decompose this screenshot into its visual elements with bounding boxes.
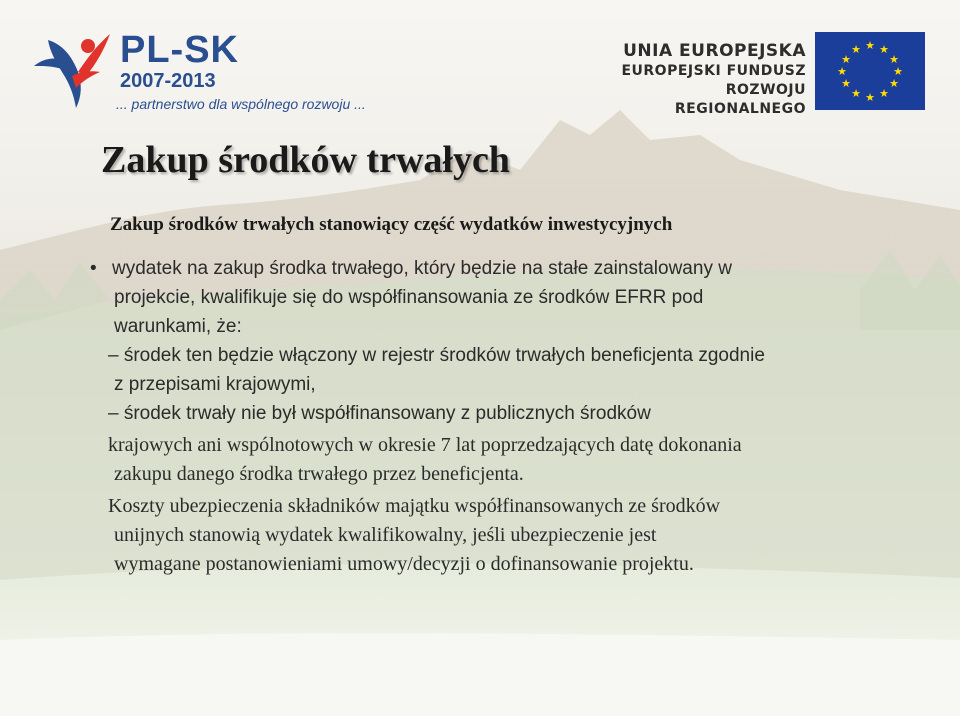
svg-text:★: ★: [879, 87, 889, 100]
eu-union-text: UNIA EUROPEJSKA: [623, 41, 806, 61]
svg-text:★: ★: [837, 65, 847, 78]
svg-text:★: ★: [889, 53, 899, 66]
eu-fund-text: EUROPEJSKI FUNDUSZ: [621, 63, 806, 79]
condition-2-line-1: – środek trwały nie był współfinansowany z publicznych środków: [108, 403, 651, 424]
pl-sk-logo: [28, 22, 366, 122]
bullet-text-1: wydatek na zakup środka trwałego, który będzie na stałe zainstalowany w: [112, 258, 732, 279]
svg-text:★: ★: [851, 87, 861, 100]
svg-text:★: ★: [889, 77, 899, 90]
bullet-line-2: projekcie, kwalifikuje się do współfinansowania ze środków EFRR pod: [114, 287, 704, 308]
bullet-line-1: [90, 254, 920, 283]
svg-text:★: ★: [893, 65, 903, 78]
svg-text:★: ★: [879, 43, 889, 56]
insurance-line-2: unijnych stanowią wydatek kwalifikowalny, jeśli ubezpieczenie jest: [114, 524, 657, 546]
condition-1-line-1: – środek ten będzie włączony w rejestr środków trwałych beneficjenta zgodnie: [108, 345, 765, 366]
eu-label: [596, 40, 806, 119]
logo-years: 2007-2013: [120, 70, 216, 92]
main-text: [90, 254, 920, 579]
svg-text:★: ★: [841, 77, 851, 90]
eu-fund-text-2: ROZWOJU REGIONALNEGO: [674, 82, 806, 117]
bullet-line-3: warunkami, że:: [114, 316, 242, 337]
svg-text:★: ★: [851, 43, 861, 56]
logo-slogan: ... partnerstwo dla wspólnego rozwoju ...: [116, 96, 366, 112]
condition-2-cont-1: krajowych ani wspólnotowych w okresie 7 lat poprzedzających datę dokonania: [108, 434, 742, 456]
insurance-line-3: wymagane postanowieniami umowy/decyzji o dofinansowanie projektu.: [114, 553, 694, 575]
page-title: Zakup środków trwałych: [101, 139, 510, 181]
pl-sk-emblem-icon: [28, 26, 114, 116]
svg-text:★: ★: [841, 53, 851, 66]
svg-text:★: ★: [865, 91, 875, 104]
eu-flag-icon: [815, 32, 925, 110]
condition-1-line-2: z przepisami krajowymi,: [114, 374, 316, 395]
insurance-line-1: Koszty ubezpieczenia składników majątku współfinansowanych ze środków: [108, 495, 721, 517]
condition-2-cont-2: zakupu danego środka trwałego przez beneficjenta.: [114, 463, 524, 485]
svg-text:★: ★: [865, 39, 875, 52]
subtitle: Zakup środków trwałych stanowiący część wydatków inwestycyjnych: [110, 214, 673, 235]
logo-title: PL-SK: [120, 29, 239, 71]
bullet-marker: •: [90, 258, 97, 279]
